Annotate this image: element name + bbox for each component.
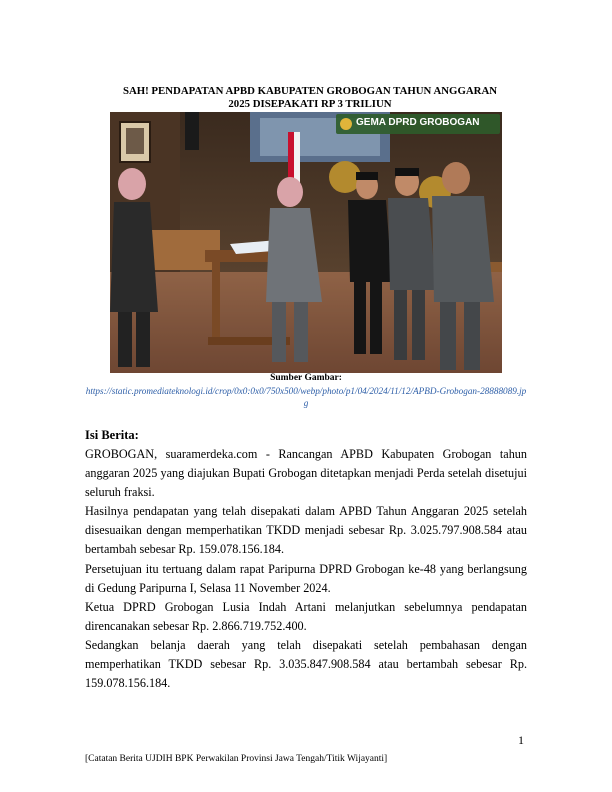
section-heading: Isi Berita: xyxy=(85,428,139,442)
photo-watermark-text: GEMA DPRD GROBOGAN xyxy=(356,117,480,128)
paragraph-1: GROBOGAN, suaramerdeka.com - Rancangan APBD Kabupaten Grobogan tahun anggaran 2025 yang diajukan Bupati Grobogan ditetapkan menjadi Perda setelah disetujui seluruh fraksi. xyxy=(85,447,527,500)
paragraph-4: Ketua DPRD Grobogan Lusia Indah Artani melanjutkan sebelumnya pendapatan direncanakan sebesar Rp. 2.866.719.752.400. xyxy=(85,599,527,633)
document-footer: [Catatan Berita UJDIH BPK Perwakilan Provinsi Jawa Tengah/Titik Wijayanti] xyxy=(85,754,388,764)
page-number: 1 xyxy=(518,733,524,747)
title-line-2: 2025 DISEPAKATI RP 3 TRILIUN xyxy=(228,98,392,110)
paragraph-5: Sedangkan belanja daerah yang telah disepakati setelah pembahasan dengan memperhatikan TKDD sebesar Rp. 3.035.847.908.584 atau bertambah sebesar Rp. 159.078.156.184. xyxy=(85,637,527,691)
title-line-1: SAH! PENDAPATAN APBD KABUPATEN GROBOGAN TAHUN ANGGARAN xyxy=(122,85,498,97)
image-source-label: Sumber Gambar: xyxy=(270,373,342,383)
document-title xyxy=(95,85,525,111)
paragraph-2: Hasilnya pendapatan yang telah disepakati dalam APBD Tahun Anggaran 2025 setelah disesuaikan dengan memperhatikan TKDD menjadi sebesar Rp. 3.025.797.908.584 atau bertambah sebesar Rp. 159.078.156.184. xyxy=(85,504,527,557)
paragraph-3: Persetujuan itu tertuang dalam rapat Paripurna DPRD Grobogan ke-48 yang berlangsung di Gedung Paripurna I, Selasa 11 November 2024. xyxy=(85,561,527,595)
plenary-session-photo xyxy=(110,112,502,373)
news-body xyxy=(85,445,527,693)
news-photo xyxy=(110,112,502,373)
image-source-link[interactable]: https://static.promediateknologi.id/crop/0x0:0x0/750x500/webp/photo/p1/04/2024/11/12/APBD-Grobogan-28888089.jpg xyxy=(85,386,527,408)
